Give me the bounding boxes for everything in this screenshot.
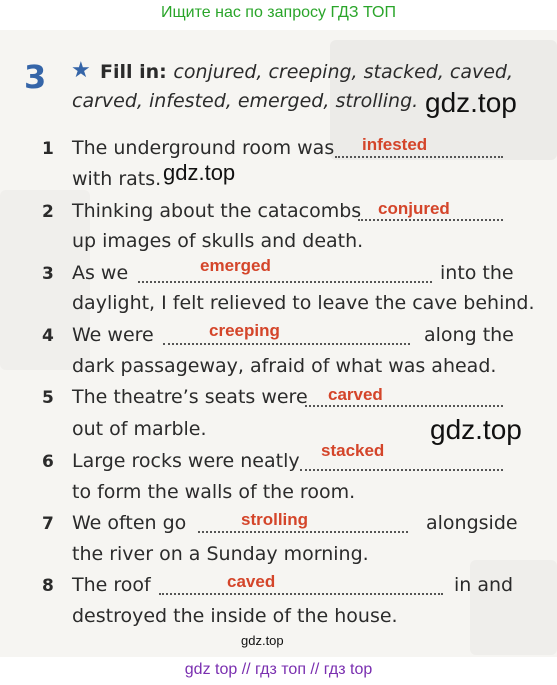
star-icon: ★ [71, 58, 91, 83]
item-number: 4 [42, 326, 54, 346]
answer-text: carved [328, 385, 383, 404]
answer-blank [159, 593, 443, 595]
instruction-word-list-continued: carved, infested, emerged, strolling. [72, 90, 419, 112]
item-number: 6 [42, 452, 54, 472]
item-text-after-blank: into the [440, 262, 514, 284]
exercise-instruction [100, 61, 513, 83]
item-text-continued: up images of skulls and death. [72, 230, 364, 252]
answer-text: emerged [200, 256, 271, 275]
answer-text: infested [362, 135, 428, 154]
item-text-continued: daylight, I felt relieved to leave the cave behind. [72, 292, 535, 314]
watermark: gdz.top [241, 633, 284, 648]
item-text-continued: out of marble. [72, 418, 207, 440]
answer-text: strolling [241, 510, 309, 529]
answer-blank [138, 281, 432, 283]
item-text: We were [72, 324, 154, 346]
item-text-continued: dark passageway, afraid of what was ahead. [72, 355, 497, 377]
answer-text: stacked [321, 441, 385, 460]
answer-blank [300, 469, 503, 471]
answer-blank [163, 343, 410, 345]
answer-blank [305, 405, 503, 407]
item-number: 2 [42, 202, 54, 222]
item-text-after-blank: alongside [426, 512, 518, 534]
item-text-continued: destroyed the inside of the house. [72, 605, 398, 627]
watermark: gdz.top [430, 414, 522, 445]
item-text-after-blank: along the [424, 324, 514, 346]
item-text: The underground room was [72, 137, 335, 159]
item-text: Large rocks were neatly [72, 450, 300, 472]
item-number: 1 [42, 139, 54, 159]
answer-blank [198, 531, 408, 533]
item-text-continued: with rats. [72, 168, 162, 190]
item-number: 3 [42, 264, 54, 284]
instruction-label: Fill in: [100, 61, 167, 83]
item-text-continued: the river on a Sunday morning. [72, 543, 369, 565]
answer-text: creeping [209, 321, 280, 340]
item-text: We often go [72, 512, 187, 534]
item-number: 5 [42, 388, 54, 408]
answer-text: conjured [378, 199, 450, 218]
item-text-after-blank: in and [454, 574, 514, 596]
answer-blank [358, 219, 503, 221]
item-text: The roof [72, 574, 151, 596]
item-text: As we [72, 262, 129, 284]
watermark: gdz.top [425, 87, 517, 118]
item-number: 8 [42, 576, 54, 596]
watermark: gdz.top [163, 160, 236, 185]
answer-text: caved [227, 572, 276, 591]
answer-blank [335, 156, 503, 158]
search-banner[interactable]: Ищите нас по запросу ГДЗ ТОП [0, 0, 557, 30]
item-text-continued: to form the walls of the room. [72, 481, 356, 503]
item-text: The theatre’s seats were [72, 386, 308, 408]
exercise-number: 3 [24, 58, 47, 96]
instruction-word-list: conjured, creeping, stacked, caved, [173, 61, 514, 83]
item-number: 7 [42, 514, 54, 534]
footer-links[interactable]: gdz top // гдз топ // гдз top [0, 657, 557, 685]
item-text: Thinking about the catacombs [72, 200, 362, 222]
